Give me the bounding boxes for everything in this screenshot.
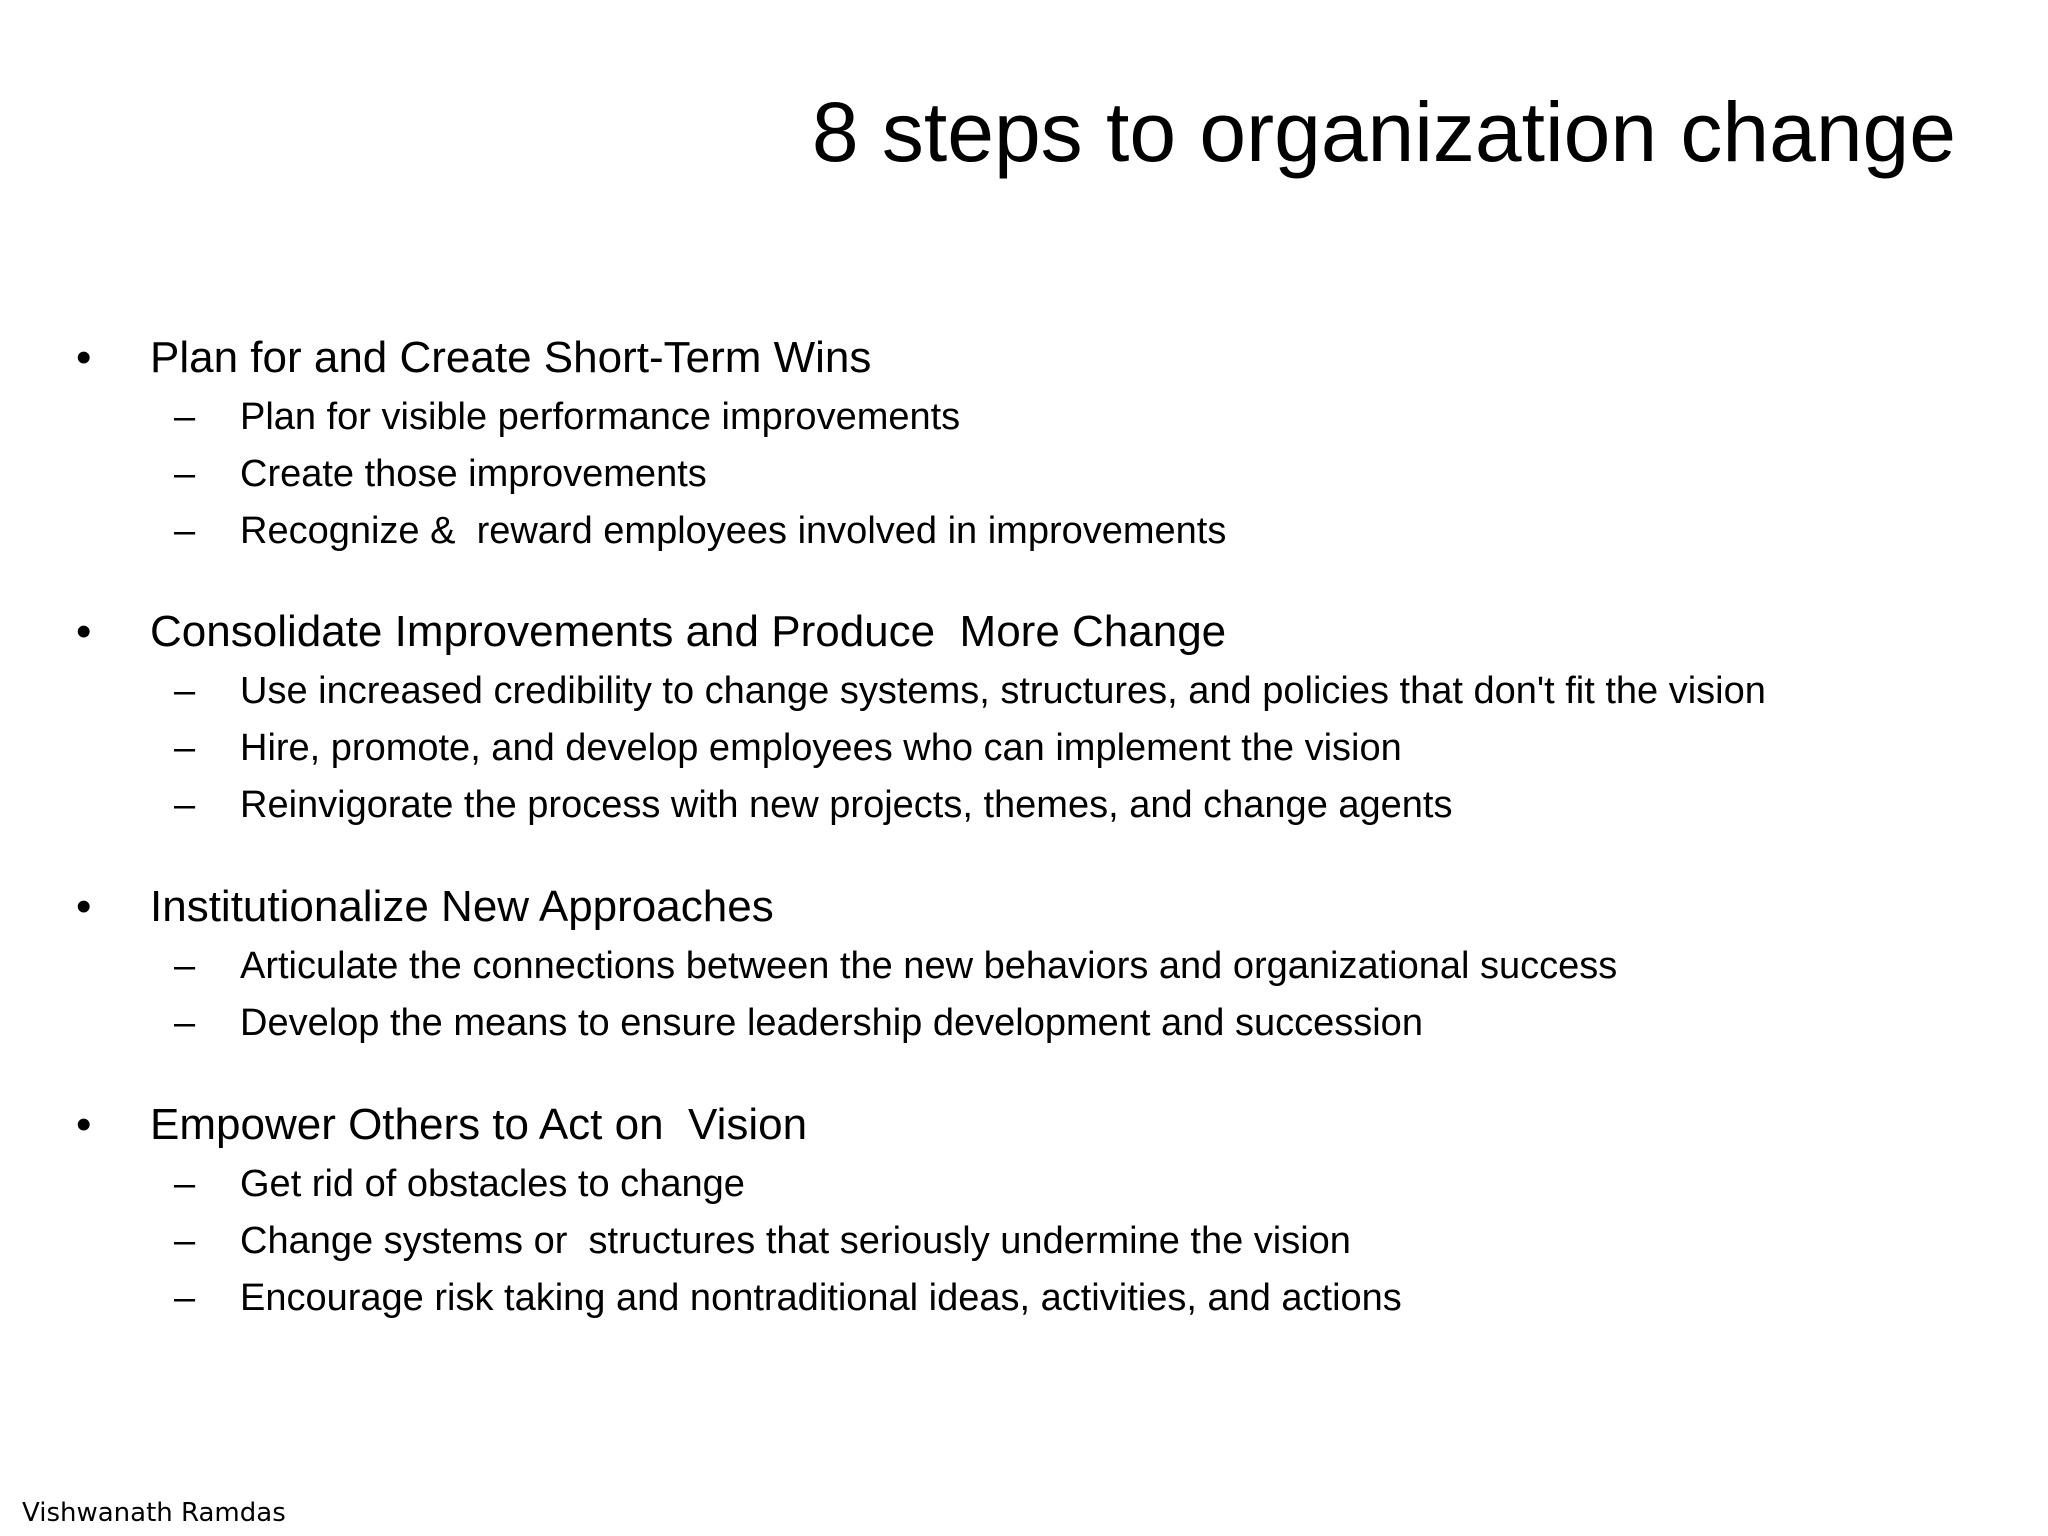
sub-bullet-item (0, 995, 2048, 1052)
bullet-item (0, 876, 2048, 938)
sub-bullet-marker: – (174, 1163, 196, 1205)
sub-bullet-marker: – (174, 1002, 196, 1044)
sub-bullet-item (0, 389, 2048, 446)
slide-title: 8 steps to organization change (811, 85, 1956, 179)
sub-bullet-item (0, 446, 2048, 503)
sub-bullet-marker: – (174, 1277, 196, 1319)
sub-bullet-item (0, 938, 2048, 995)
footer-author: Vishwanath Ramdas (22, 1498, 286, 1528)
sub-bullet-item (0, 720, 2048, 777)
sub-bullet-marker: – (174, 396, 196, 438)
bullet-heading: Institutionalize New Approaches (150, 882, 774, 931)
sub-bullet-item (0, 777, 2048, 834)
bullet-section-empower-others (0, 1094, 2048, 1327)
bullet-marker: • (76, 607, 92, 656)
bullet-marker: • (76, 1100, 92, 1149)
bullet-heading: Consolidate Improvements and Produce More Change (150, 607, 1227, 656)
sub-bullet-item (0, 1270, 2048, 1327)
sub-bullet-item (0, 1156, 2048, 1213)
sub-bullet-text: Create those improvements (240, 453, 707, 495)
bullet-section-institutionalize (0, 876, 2048, 1052)
sub-bullet-text: Use increased credibility to change systems, structures, and policies that don't fit the vision (240, 670, 1766, 712)
sub-bullet-item (0, 503, 2048, 560)
sub-bullet-text: Encourage risk taking and nontraditional ideas, activities, and actions (240, 1277, 1402, 1319)
sub-bullet-text: Hire, promote, and develop employees who can implement the vision (240, 727, 1402, 769)
sub-bullet-marker: – (174, 1220, 196, 1262)
sub-bullet-text: Develop the means to ensure leadership development and succession (240, 1002, 1423, 1044)
sub-bullet-text: Get rid of obstacles to change (240, 1163, 745, 1205)
sub-bullet-item (0, 1213, 2048, 1270)
bullet-section-consolidate-improvements (0, 601, 2048, 834)
sub-bullet-marker: – (174, 945, 196, 987)
bullet-marker: • (76, 882, 92, 931)
sub-bullet-text: Articulate the connections between the new behaviors and organizational success (240, 945, 1618, 987)
bullet-item (0, 601, 2048, 663)
sub-bullet-marker: – (174, 670, 196, 712)
sub-bullet-marker: – (174, 727, 196, 769)
sub-bullet-marker: – (174, 453, 196, 495)
bullet-marker: • (76, 333, 92, 382)
bullet-item (0, 327, 2048, 389)
sub-bullet-marker: – (174, 510, 196, 552)
bullet-heading: Plan for and Create Short-Term Wins (150, 333, 872, 382)
sub-bullet-text: Recognize & reward employees involved in improvements (240, 510, 1227, 552)
sub-bullet-marker: – (174, 784, 196, 826)
sub-bullet-text: Change systems or structures that seriously undermine the vision (240, 1220, 1351, 1262)
sub-bullet-item (0, 663, 2048, 720)
sub-bullet-text: Plan for visible performance improvements (240, 396, 961, 438)
bullet-item (0, 1094, 2048, 1156)
bullet-section-short-term-wins (0, 327, 2048, 560)
bullet-heading: Empower Others to Act on Vision (150, 1100, 808, 1149)
sub-bullet-text: Reinvigorate the process with new projects, themes, and change agents (240, 784, 1453, 826)
